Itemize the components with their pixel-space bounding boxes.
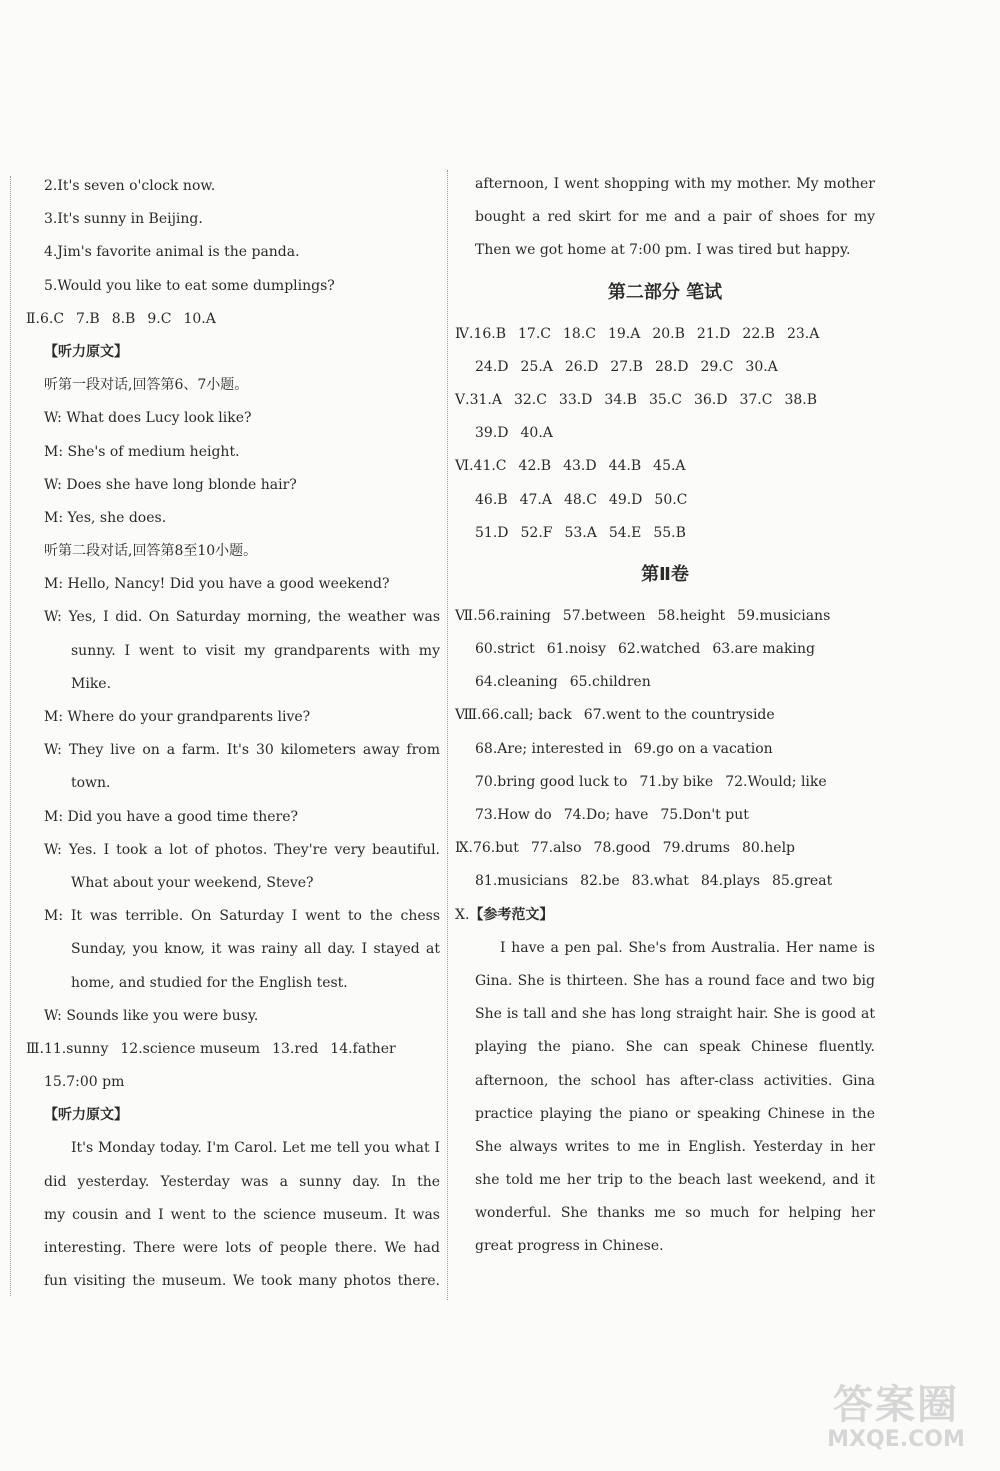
answer: 12.science museum: [120, 1040, 261, 1057]
section-7-answers-row2: [455, 633, 875, 666]
listening-sentence-4: 4.Jim's favorite animal is the panda.: [44, 244, 300, 261]
answer: 46.B: [475, 491, 508, 508]
answer: 58.height: [657, 607, 726, 624]
answer: 19.A: [607, 325, 641, 342]
dialogue-2-intro: 听第二段对话,回答第8至10小题。: [44, 543, 258, 560]
section-number: Ⅸ.: [455, 840, 473, 857]
answer: 64.cleaning: [475, 674, 558, 691]
answer: 62.watched: [618, 641, 701, 658]
answer: 72.Would; like: [725, 773, 827, 790]
section-number: Ⅲ.: [26, 1040, 44, 1057]
dialogue-line: M: Where do your grandparents live?: [44, 709, 311, 725]
section-3-answers: [26, 1033, 440, 1066]
listening-script-label: 【听力原文】: [44, 1107, 128, 1124]
passage-line: fun visiting the museum. We took many photos there.: [44, 1273, 440, 1290]
answer: 79.drums: [662, 840, 730, 857]
answer: 42.B: [518, 458, 552, 475]
essay-line: She is tall and she has long straight hair. She is good at: [475, 1006, 875, 1023]
answer: 16.B: [473, 325, 506, 342]
site-watermark: [806, 1383, 986, 1463]
section-9-answers-row1: [455, 832, 875, 865]
passage-line: my cousin and I went to the science museum. It was: [44, 1206, 440, 1223]
answer: 57.between: [562, 607, 646, 624]
passage-line: It's Monday today. I'm Carol. Let me tell you what I: [71, 1140, 440, 1157]
answer: 53.A: [564, 524, 597, 541]
answer: 7.B: [76, 310, 100, 327]
answer: 48.C: [563, 491, 597, 508]
answer: 14.father: [330, 1040, 396, 1057]
answer: 80.help: [742, 840, 796, 857]
section-2-answers: [26, 303, 440, 336]
answer: 51.D: [475, 524, 509, 541]
answer: 56.raining: [477, 607, 551, 624]
answer: 68.Are; interested in: [475, 740, 622, 757]
answer: 61.noisy: [546, 641, 606, 658]
dialogue-line: W: Sounds like you were busy.: [44, 1007, 259, 1024]
listening-sentence-2: 2.It's seven o'clock now.: [44, 178, 216, 194]
answer: 38.B: [784, 391, 818, 408]
essay-line: she told me her trip to the beach last weekend, and it: [475, 1172, 875, 1189]
answer: 23.A: [786, 325, 820, 342]
dialogue-line: M: Yes, she does.: [44, 509, 167, 526]
section-8-answers-row3: [455, 766, 875, 799]
listening-script-label: 【听力原文】: [44, 343, 128, 360]
section-9-answers-row2: [455, 865, 875, 898]
volume-2-heading: 第Ⅱ卷: [641, 563, 689, 585]
section-number: Ⅵ.: [455, 458, 474, 475]
answer: 24.D: [475, 358, 509, 375]
answer: 81.musicians: [475, 873, 569, 890]
answer: 17.C: [518, 325, 551, 342]
answer: 32.C: [513, 391, 547, 408]
column-divider: [447, 170, 448, 1300]
answer: 85.great: [772, 873, 833, 890]
section-4-answers-row1: [455, 318, 875, 351]
dialogue-line-cont: What about your weekend, Steve?: [71, 874, 314, 891]
model-essay-label: 【参考范文】: [469, 906, 554, 923]
answer: 69.go on a vacation: [633, 740, 773, 757]
section-7-answers-row3: [455, 666, 875, 699]
section-8-answers-row1: [455, 699, 875, 732]
essay-line: practice playing the piano or speaking Chinese in the: [475, 1105, 875, 1122]
dialogue-line: M: Hello, Nancy! Did you have a good weekend?: [44, 576, 390, 593]
answer: 65.children: [569, 674, 651, 691]
passage-line: interesting. There were lots of people there. We had: [44, 1240, 440, 1256]
part-2-heading: 第二部分 笔试: [607, 281, 723, 303]
dialogue-line: M: It was terrible. On Saturday I went to the chess: [44, 908, 440, 925]
essay-line: wonderful. She thanks me so much for helping her: [475, 1205, 875, 1222]
answer: 77.also: [530, 840, 582, 857]
section-8-answers-row4: [455, 799, 875, 832]
left-margin-rule: [10, 176, 11, 1296]
answer: 34.B: [604, 391, 637, 408]
listening-sentence-5: 5.Would you like to eat some dumplings?: [44, 277, 335, 294]
answer: 71.by bike: [639, 773, 714, 790]
answer: 28.D: [654, 358, 689, 375]
section-number: Ⅳ.: [455, 325, 474, 342]
answer: 50.C: [654, 491, 688, 508]
answer: 9.C: [147, 310, 172, 327]
answer: 40.A: [520, 425, 553, 442]
answer: 44.B: [608, 458, 642, 475]
section-8-answers-row2: [455, 733, 875, 766]
answer: 54.E: [608, 524, 642, 541]
dialogue-line-cont: Mike.: [71, 675, 112, 692]
section-6-answers-row3: [455, 517, 875, 550]
answer: 49.D: [608, 491, 643, 508]
listening-sentence-3: 3.It's sunny in Beijing.: [44, 211, 203, 228]
section-number: Ⅹ.: [455, 906, 470, 923]
section-4-answers-row2: [455, 351, 875, 384]
answer: 26.D: [564, 358, 599, 375]
answer: 8.B: [111, 310, 136, 327]
right-column: [455, 168, 875, 1264]
answer: 36.D: [693, 391, 728, 408]
answer: 18.C: [562, 325, 596, 342]
answer: 41.C: [473, 458, 507, 475]
answer: 63.are making: [712, 641, 815, 658]
dialogue-line-cont: sunny. I went to visit my grandparents with my: [71, 642, 440, 659]
dialogue-line: W: Does she have long blonde hair?: [44, 476, 297, 493]
section-6-answers-row2: [455, 484, 875, 517]
section-number: Ⅶ.: [455, 607, 478, 624]
passage-line: did yesterday. Yesterday was a sunny day. In the: [44, 1173, 440, 1190]
section-5-answers-row1: [455, 384, 875, 417]
dialogue-line: W: They live on a farm. It's 30 kilometers away from: [44, 742, 440, 759]
answer: 31.A: [469, 391, 502, 408]
section-number: Ⅱ.: [26, 310, 40, 327]
answer: 29.C: [700, 358, 734, 375]
answer: 43.D: [563, 458, 597, 475]
answer: 15.7:00 pm: [44, 1074, 125, 1091]
answer: 78.good: [593, 840, 651, 857]
answer: 76.but: [472, 840, 519, 857]
answer: 74.Do; have: [563, 807, 649, 823]
section-10-header: [455, 899, 875, 932]
left-column: [26, 170, 440, 1298]
answer: 83.what: [631, 873, 689, 890]
answer: 45.A: [653, 458, 686, 475]
dialogue-line: M: Did you have a good time there?: [44, 808, 298, 825]
answer: 75.Don't put: [660, 807, 749, 823]
passage-line: bought a red skirt for me and a pair of shoes for my: [475, 209, 875, 226]
answer: 39.D: [475, 425, 509, 442]
section-number: Ⅴ.: [455, 391, 470, 408]
section-6-answers-row1: [455, 450, 875, 483]
answer: 11.sunny: [43, 1040, 109, 1057]
watermark-url: MXQE.COM: [827, 1427, 965, 1452]
answer: 35.C: [648, 391, 682, 408]
dialogue-line-cont: home, and studied for the English test.: [71, 974, 348, 991]
essay-line: Gina. She is thirteen. She has a round face and two big: [475, 972, 875, 989]
answer: 37.C: [739, 391, 773, 408]
section-7-answers-row1: [455, 600, 875, 633]
answer: 21.D: [696, 325, 731, 342]
answer: 30.A: [745, 358, 778, 375]
dialogue-line: W: Yes. I took a lot of photos. They're very beautiful.: [44, 841, 440, 858]
answer: 66.call; back: [481, 707, 572, 724]
watermark-logo-text: 答案圈: [833, 1382, 959, 1428]
essay-line: She always writes to me in English. Yesterday in her: [475, 1138, 875, 1155]
essay-line: playing the piano. She can speak Chinese fluently.: [475, 1039, 875, 1056]
answer: 47.A: [519, 491, 552, 508]
answer: 25.A: [520, 358, 553, 375]
dialogue-line: M: She's of medium height.: [44, 443, 240, 460]
answer: 55.B: [653, 524, 686, 541]
essay-line: afternoon, the school has after-class activities. Gina: [475, 1072, 875, 1089]
dialogue-line: W: Yes, I did. On Saturday morning, the weather was: [44, 609, 440, 626]
essay-line: great progress in Chinese.: [475, 1238, 664, 1255]
dialogue-1-intro: 听第一段对话,回答第6、7小题。: [44, 377, 249, 394]
answer: 20.B: [652, 325, 685, 342]
section-5-answers-row2: [455, 417, 875, 450]
answer: 70.bring good luck to: [475, 773, 628, 790]
answer: 27.B: [610, 358, 643, 375]
answer: 73.How do: [475, 807, 552, 823]
answer: 6.C: [39, 310, 65, 327]
dialogue-line-cont: Sunday, you know, it was rainy all day. I stayed at: [71, 941, 440, 958]
dialogue-line-cont: town.: [71, 775, 111, 792]
section-number: Ⅷ.: [455, 707, 482, 724]
answer: 22.B: [742, 325, 775, 342]
answer: 60.strict: [475, 641, 535, 658]
passage-line: afternoon, I went shopping with my mother. My mother: [475, 176, 875, 192]
essay-line: I have a pen pal. She's from Australia. Her name is: [500, 939, 875, 956]
answer: 59.musicians: [737, 607, 831, 624]
answer: 52.F: [520, 524, 553, 541]
answer: 82.be: [580, 873, 620, 890]
answer: 67.went to the countryside: [583, 707, 775, 724]
answer: 33.D: [558, 391, 593, 408]
answer: 10.A: [183, 310, 216, 327]
answer: 13.red: [272, 1040, 319, 1057]
passage-line: Then we got home at 7:00 pm. I was tired but happy.: [475, 242, 851, 259]
answer: 84.plays: [700, 873, 761, 890]
dialogue-line: W: What does Lucy look like?: [44, 410, 252, 427]
